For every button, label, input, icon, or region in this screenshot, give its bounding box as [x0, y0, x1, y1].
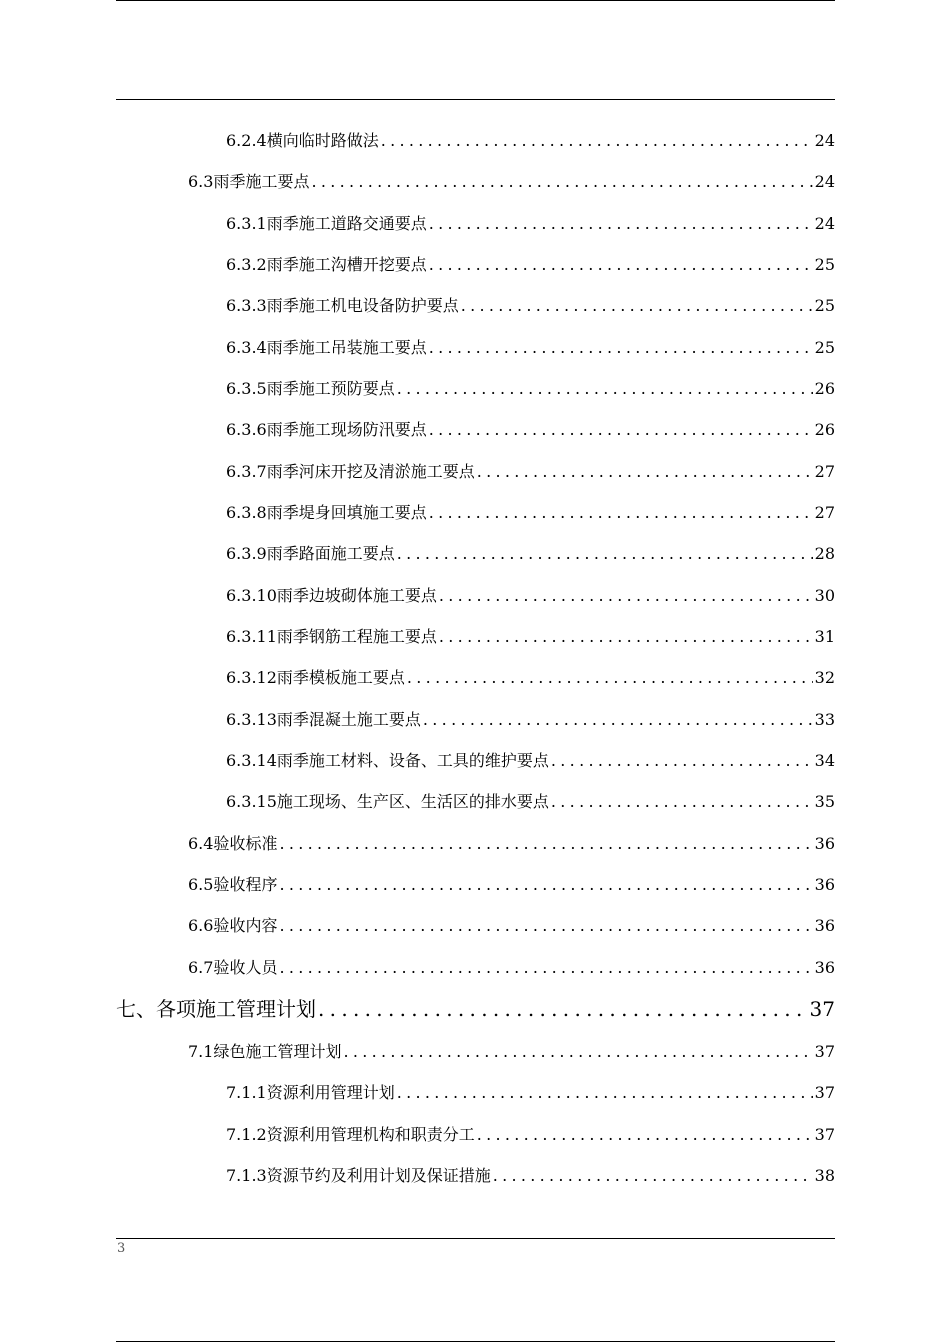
- toc-entry[interactable]: [226, 584, 835, 608]
- toc-entry-title: 6.3.11雨季钢筋工程施工要点: [226, 627, 437, 646]
- toc-dot-leader: [407, 666, 813, 690]
- toc-entry-title: 6.3.14雨季施工材料、设备、工具的维护要点: [226, 751, 549, 770]
- toc-entry-page-number: 32: [814, 668, 835, 687]
- toc-entry-page-number: 27: [814, 503, 835, 522]
- toc-dot-leader: [279, 832, 812, 856]
- toc-entry-page-number: 28: [814, 544, 835, 563]
- toc-dot-leader: [279, 873, 812, 897]
- toc-dot-leader: [343, 1040, 812, 1064]
- toc-entry[interactable]: [188, 914, 835, 938]
- toc-entry[interactable]: [226, 1164, 835, 1188]
- toc-entry[interactable]: [226, 377, 835, 401]
- toc-entry[interactable]: [226, 253, 835, 277]
- footer-rule: [116, 1238, 835, 1239]
- toc-entry[interactable]: [226, 1123, 835, 1147]
- toc-entry-title: 6.3雨季施工要点: [188, 172, 310, 191]
- toc-entry-page-number: 26: [814, 379, 835, 398]
- toc-entry-page-number: 24: [814, 131, 835, 150]
- toc-entry-title: 6.6验收内容: [188, 916, 278, 935]
- toc-dot-leader: [429, 212, 813, 236]
- toc-entry-title: 6.4验收标准: [188, 834, 278, 853]
- toc-entry-page-number: 37: [809, 997, 835, 1021]
- toc-entry-title: 6.3.15施工现场、生产区、生活区的排水要点: [226, 792, 549, 811]
- toc-dot-leader: [279, 956, 812, 980]
- toc-dot-leader: [477, 460, 813, 484]
- toc-entry-title: 6.7验收人员: [188, 958, 278, 977]
- toc-entry[interactable]: [188, 1040, 835, 1064]
- toc-entry[interactable]: [226, 501, 835, 525]
- toc-entry[interactable]: [226, 666, 835, 690]
- toc-entry-page-number: 36: [814, 958, 835, 977]
- toc-entry-title: 6.3.4雨季施工吊装施工要点: [226, 338, 427, 357]
- toc-entry-page-number: 27: [814, 462, 835, 481]
- toc-dot-leader: [429, 253, 813, 277]
- toc-dot-leader: [318, 994, 808, 1024]
- toc-entry[interactable]: [188, 170, 835, 194]
- toc-entry[interactable]: [226, 294, 835, 318]
- toc-entry-title: 6.3.8雨季堤身回填施工要点: [226, 503, 427, 522]
- toc-entry[interactable]: [226, 708, 835, 732]
- toc-entry-title: 6.2.4横向临时路做法: [226, 131, 379, 150]
- toc-entry[interactable]: [226, 418, 835, 442]
- toc-dot-leader: [493, 1164, 813, 1188]
- toc-entry-page-number: 31: [814, 627, 835, 646]
- toc-dot-leader: [429, 336, 813, 360]
- toc-dot-leader: [439, 584, 813, 608]
- toc-entry-title: 七、各项施工管理计划: [116, 997, 316, 1021]
- toc-entry-page-number: 25: [814, 255, 835, 274]
- page-top-rule: [116, 0, 835, 1]
- toc-entry[interactable]: [188, 832, 835, 856]
- toc-entry-title: 6.3.12雨季模板施工要点: [226, 668, 405, 687]
- toc-entry-page-number: 30: [814, 586, 835, 605]
- toc-entry-title: 6.3.13雨季混凝土施工要点: [226, 710, 421, 729]
- toc-entry-page-number: 36: [814, 916, 835, 935]
- toc-entry-page-number: 35: [814, 792, 835, 811]
- toc-entry-title: 6.3.10雨季边坡砌体施工要点: [226, 586, 437, 605]
- page-number: 3: [117, 1241, 126, 1256]
- toc-dot-leader: [397, 542, 813, 566]
- toc-entry[interactable]: [226, 212, 835, 236]
- toc-entry[interactable]: [226, 790, 835, 814]
- toc-entry[interactable]: [226, 460, 835, 484]
- toc-entry-title: 7.1.1资源利用管理计划: [226, 1083, 395, 1102]
- toc-entry-page-number: 33: [814, 710, 835, 729]
- toc-dot-leader: [397, 377, 813, 401]
- toc-dot-leader: [551, 790, 813, 814]
- toc-entry-page-number: 26: [814, 420, 835, 439]
- toc-entry[interactable]: [226, 336, 835, 360]
- toc-entry-title: 6.3.5雨季施工预防要点: [226, 379, 395, 398]
- toc-entry-page-number: 37: [814, 1042, 835, 1061]
- toc-entry-title: 6.3.7雨季河床开挖及清淤施工要点: [226, 462, 475, 481]
- toc-entry-page-number: 36: [814, 875, 835, 894]
- toc-dot-leader: [397, 1081, 813, 1105]
- toc-dot-leader: [429, 418, 813, 442]
- page-bottom-rule: [116, 1341, 835, 1342]
- toc-entry-page-number: 24: [814, 214, 835, 233]
- toc-entry-page-number: 24: [814, 172, 835, 191]
- toc-entry-page-number: 25: [814, 338, 835, 357]
- toc-entry-title: 7.1.2资源利用管理机构和职责分工: [226, 1125, 475, 1144]
- toc-dot-leader: [551, 749, 813, 773]
- toc-entry-title: 6.5验收程序: [188, 875, 278, 894]
- header-rule: [116, 99, 835, 100]
- toc-entry-title: 6.3.9雨季路面施工要点: [226, 544, 395, 563]
- toc-entry-title: 6.3.2雨季施工沟槽开挖要点: [226, 255, 427, 274]
- toc-entry-page-number: 38: [814, 1166, 835, 1185]
- toc-entry-page-number: 25: [814, 296, 835, 315]
- toc-dot-leader: [423, 708, 813, 732]
- toc-entry-page-number: 34: [814, 751, 835, 770]
- toc-entry[interactable]: [226, 625, 835, 649]
- toc-entry[interactable]: [226, 749, 835, 773]
- toc-entry-page-number: 37: [814, 1125, 835, 1144]
- toc-entry[interactable]: [226, 1081, 835, 1105]
- toc-dot-leader: [439, 625, 813, 649]
- toc-entry-title: 6.3.6雨季施工现场防汛要点: [226, 420, 427, 439]
- toc-dot-leader: [461, 294, 813, 318]
- toc-entry-page-number: 36: [814, 834, 835, 853]
- toc-entry-title: 7.1.3资源节约及利用计划及保证措施: [226, 1166, 491, 1185]
- toc-entry-title: 6.3.3雨季施工机电设备防护要点: [226, 296, 459, 315]
- toc-dot-leader: [311, 170, 812, 194]
- toc-entry[interactable]: [116, 994, 835, 1024]
- toc-entry-title: 6.3.1雨季施工道路交通要点: [226, 214, 427, 233]
- toc-entry[interactable]: [226, 129, 835, 153]
- toc-dot-leader: [381, 129, 813, 153]
- toc-entry[interactable]: [226, 542, 835, 566]
- toc-entry-page-number: 37: [814, 1083, 835, 1102]
- toc-dot-leader: [477, 1123, 813, 1147]
- toc-entry[interactable]: [188, 873, 835, 897]
- toc-entry[interactable]: [188, 956, 835, 980]
- toc-entry-title: 7.1绿色施工管理计划: [188, 1042, 342, 1061]
- toc-dot-leader: [429, 501, 813, 525]
- toc-dot-leader: [279, 914, 812, 938]
